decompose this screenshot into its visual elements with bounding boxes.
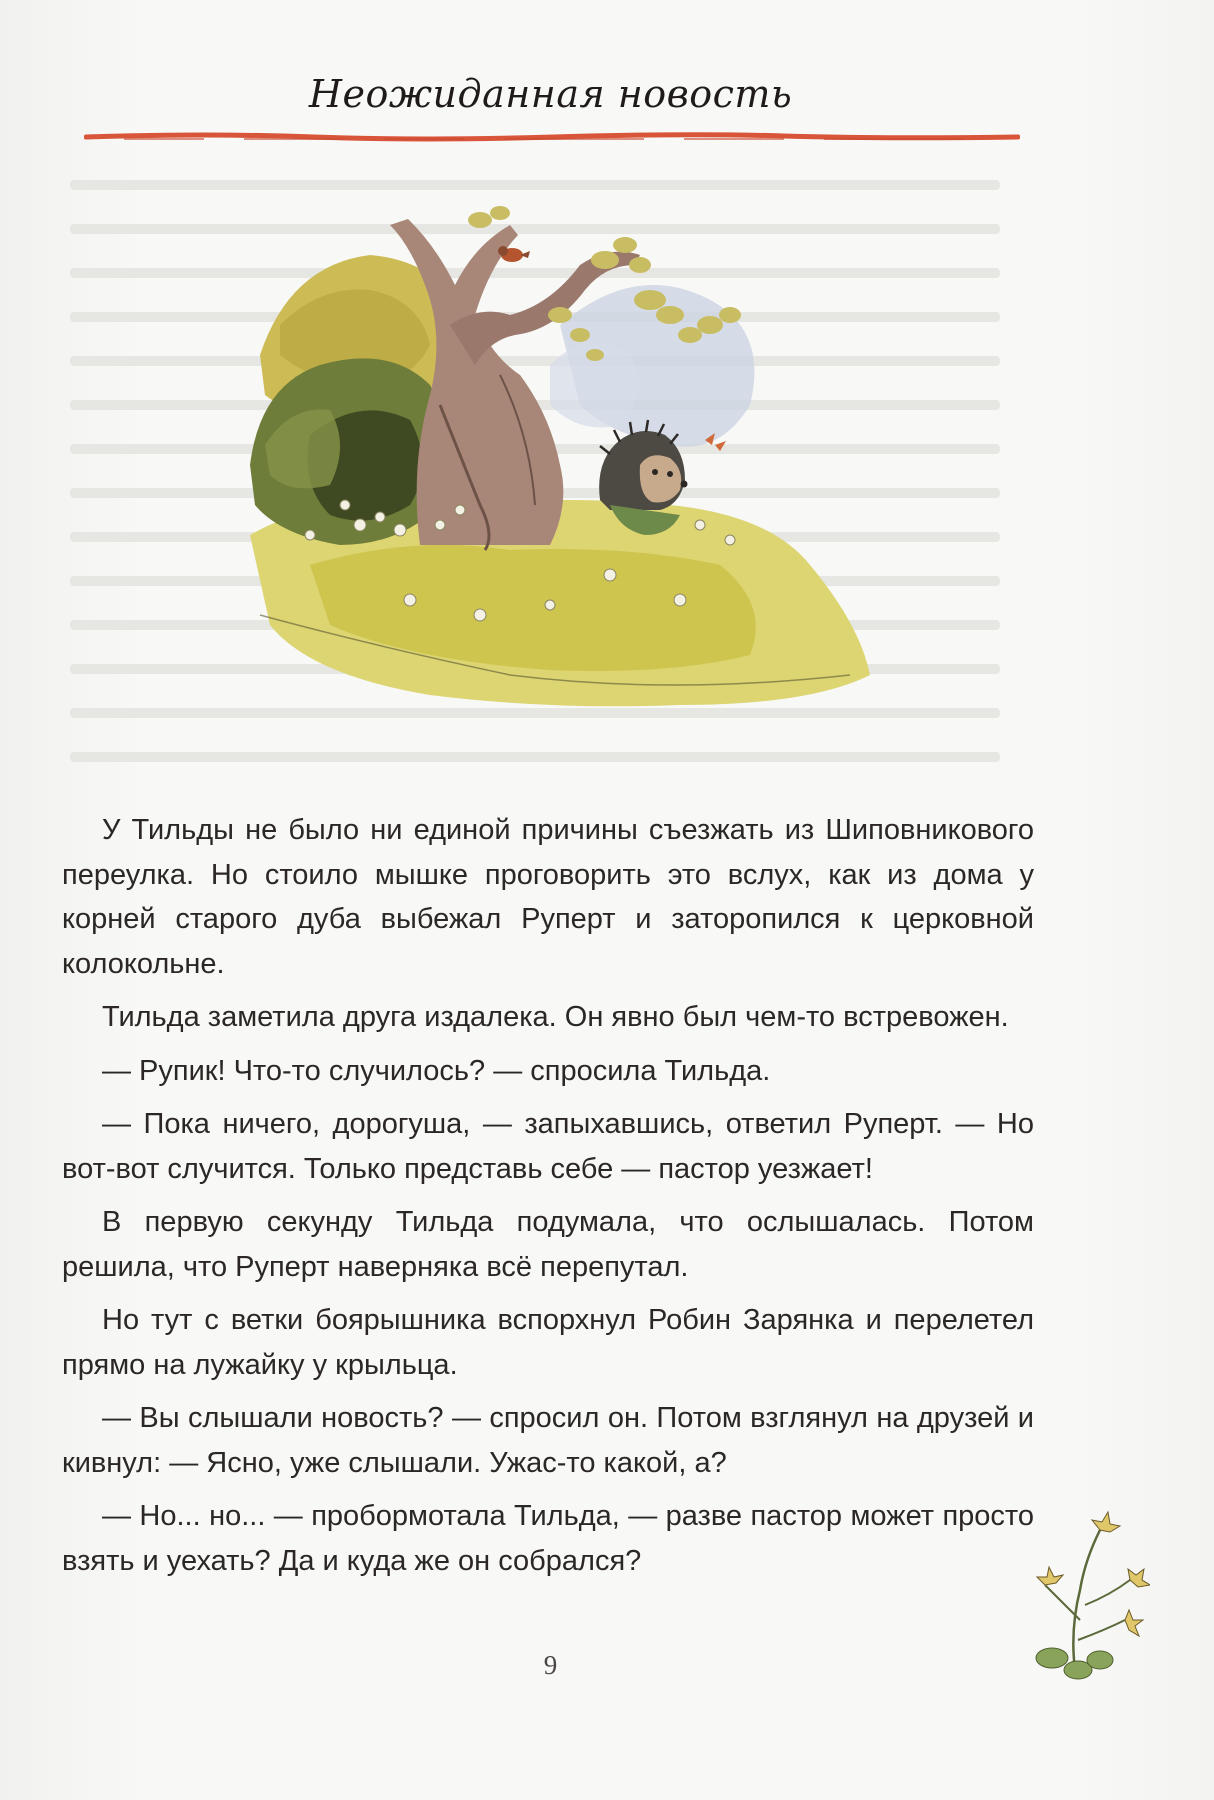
page-number: 9	[543, 1650, 558, 1680]
body-text	[62, 808, 1034, 1592]
paragraph: Тильда заметила друга издалека. Он явно был чем-то встревожен.	[102, 1001, 1009, 1033]
paragraph: У Тильды не было ни единой причины съезжать из Шиповникового переулка. Но стоило мышке проговорить это вслух, как из дома у корней старого дуба выбежал Руперт и заторопился к церковной колокольне.	[62, 814, 1034, 980]
paragraph: — Пока ничего, дорогуша, — запыхавшись, ответил Руперт. — Но вот-вот случится. Только представь себе — пастор уезжает!	[62, 1108, 1034, 1185]
paragraph: В первую секунду Тильда подумала, что ослышалась. Потом решила, что Руперт наверняка всё перепутал.	[62, 1206, 1034, 1283]
paragraph: — Вы слышали новость? — спросил он. Потом взглянул на друзей и кивнул: — Ясно, уже слышали. Ужас-то какой, а?	[62, 1402, 1034, 1479]
paragraph: — Рупик! Что-то случилось? — спросила Тильда.	[102, 1054, 771, 1087]
chapter-title: Неожиданная новость	[308, 72, 793, 116]
paragraph: — Но... но... — пробормотала Тильда, — разве пастор может просто взять и уехать? Да и куда же он собрался?	[62, 1500, 1034, 1577]
illustration-hedgehog-oak-tree	[250, 205, 870, 745]
paragraph: Но тут с ветки боярышника вспорхнул Робин Зарянка и перелетел прямо на лужайку у крыльца.	[62, 1304, 1034, 1381]
robin-bird	[498, 246, 530, 262]
title-divider-rule	[84, 130, 1020, 144]
